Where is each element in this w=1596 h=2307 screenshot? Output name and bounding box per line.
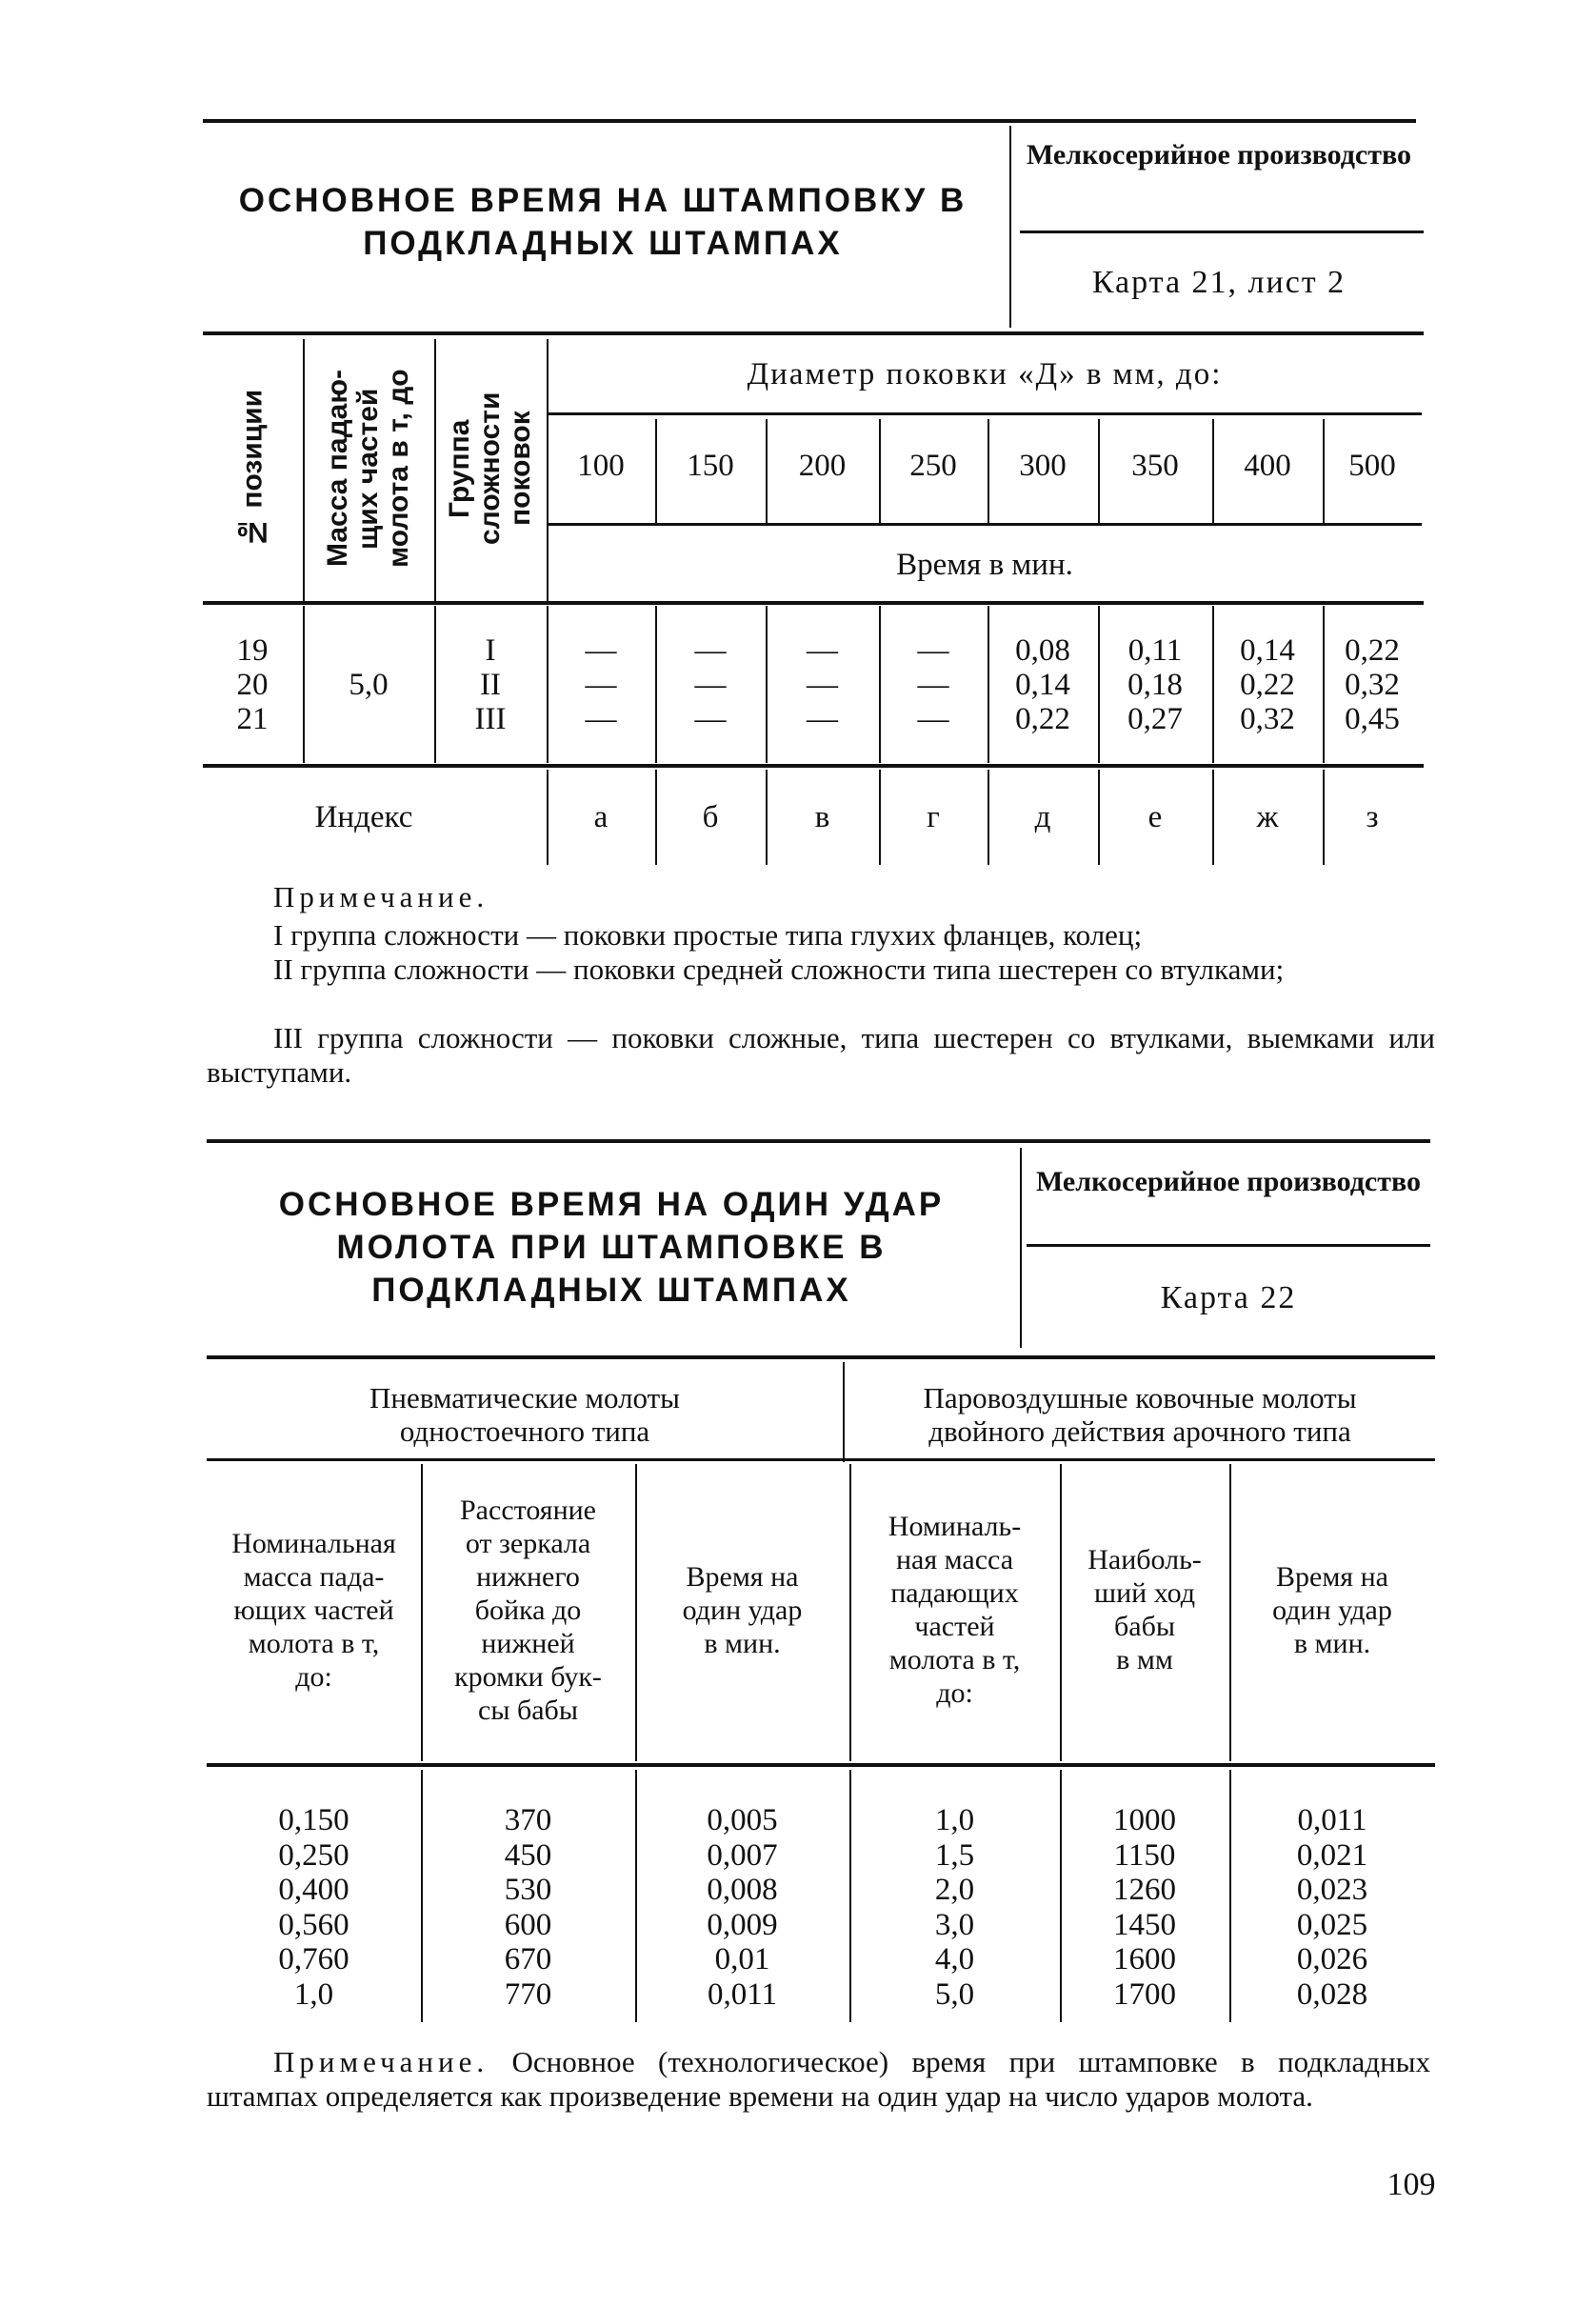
- rule: [203, 764, 1424, 768]
- index-value: ж: [1256, 800, 1279, 834]
- col-divider: [1212, 419, 1214, 524]
- card22-production: Мелкосерийное производство: [1036, 1166, 1421, 1197]
- card22-title: ОСНОВНОЕ ВРЕМЯ НА ОДИН УДАР МОЛОТА ПРИ ШТАМПОВКЕ В ПОДКЛАДНЫХ ШТАМПАХ: [278, 1186, 945, 1309]
- time-value: 0,22: [1240, 668, 1295, 702]
- position-number: 19: [236, 633, 269, 668]
- index-value: д: [1034, 800, 1051, 834]
- diameter-value: 500: [1348, 449, 1396, 483]
- table-cell: 0,021: [1296, 1837, 1368, 1873]
- table-cell: 0,400: [278, 1873, 349, 1907]
- group-right-header: Паровоздушные ковочные молоты двойного действия арочного типа: [923, 1381, 1357, 1448]
- col-divider: [849, 1770, 851, 2022]
- time-value: 0,45: [1345, 702, 1400, 736]
- diameter-value: 200: [798, 449, 847, 483]
- table2-top-rule: [207, 1355, 1435, 1359]
- time-value: 0,32: [1240, 702, 1295, 736]
- col-divider: [1098, 606, 1100, 763]
- col-divider: [655, 606, 657, 763]
- time-value: 0,14: [1015, 668, 1070, 702]
- col-divider: [1323, 770, 1325, 865]
- time-value: 0,22: [1015, 702, 1070, 736]
- table-cell: 670: [504, 1942, 552, 1976]
- diameter-value: 350: [1131, 449, 1179, 483]
- table-cell: 3,0: [934, 1907, 975, 1942]
- time-value: 0,22: [1345, 633, 1400, 668]
- table-cell: 0,025: [1296, 1907, 1368, 1942]
- table-cell: 600: [504, 1907, 552, 1942]
- position-number: 20: [236, 668, 269, 702]
- table-cell: 5,0: [934, 1976, 975, 2012]
- time-header: Время в мин.: [896, 548, 1073, 582]
- table-cell: 4,0: [934, 1942, 975, 1976]
- col-divider: [766, 419, 768, 524]
- index-value: г: [927, 800, 940, 834]
- card21-note: I группа сложности — поковки простые типа глухих фланцев, колец;: [273, 918, 1143, 952]
- complexity-group: III: [474, 702, 507, 736]
- table-cell: 1450: [1113, 1907, 1176, 1942]
- table-cell: 1,0: [293, 1976, 334, 2012]
- time-value: —: [694, 633, 727, 668]
- table-cell: 0,008: [707, 1873, 778, 1907]
- col-divider: [766, 606, 768, 763]
- col-divider: [879, 770, 881, 865]
- diameter-header: Диаметр поковки «Д» в мм, до:: [747, 357, 1223, 391]
- header-divider: [1009, 126, 1011, 328]
- card22-note: [207, 2045, 1430, 2114]
- col-divider: [879, 606, 881, 763]
- index-value: а: [593, 800, 608, 834]
- time-value: —: [694, 702, 727, 736]
- col-divider: [1323, 419, 1325, 524]
- top-rule: [203, 119, 1416, 123]
- table-cell: 0,026: [1296, 1942, 1368, 1976]
- index-label: Индекс: [314, 800, 413, 834]
- table-cell: 770: [504, 1976, 552, 2012]
- time-value: —: [917, 633, 949, 668]
- page-number: 109: [1387, 2167, 1436, 2202]
- table-cell: 1260: [1113, 1873, 1176, 1907]
- diameter-value: 400: [1244, 449, 1291, 483]
- col-divider: [1323, 606, 1325, 763]
- table-cell: 1700: [1113, 1976, 1176, 2012]
- diameter-value: 150: [687, 449, 734, 483]
- table-cell: 0,007: [707, 1837, 778, 1873]
- col-divider: [635, 1770, 637, 2022]
- header-rule: [1027, 1244, 1430, 1247]
- time-value: 0,27: [1127, 702, 1183, 736]
- index-value: е: [1147, 800, 1163, 834]
- table-cell: 1,0: [934, 1803, 975, 1837]
- col-divider: [1098, 419, 1100, 524]
- card21-note: II группа сложности — поковки средней сложности типа шестерен со втулками;: [273, 953, 1285, 986]
- diameter-value: 250: [909, 449, 957, 483]
- index-value: з: [1366, 800, 1379, 834]
- header-rule: [1020, 231, 1424, 233]
- group-left-header: Пневматические молоты одностоечного типа: [369, 1381, 681, 1448]
- table-cell: 0,011: [1297, 1803, 1367, 1837]
- complexity-group: II: [480, 668, 501, 702]
- table-cell: 0,01: [714, 1942, 770, 1976]
- time-value: 0,18: [1127, 668, 1183, 702]
- table-cell: 450: [504, 1837, 552, 1873]
- complexity-group: I: [485, 633, 496, 668]
- table-cell: 2,0: [934, 1873, 975, 1907]
- column-header: Номинальная масса пада- ющих частей молота в т, до:: [231, 1527, 396, 1693]
- col-divider: [1212, 606, 1214, 763]
- time-value: —: [585, 668, 617, 702]
- time-value: —: [917, 668, 949, 702]
- col-divider: [303, 606, 305, 763]
- table-cell: 530: [504, 1873, 552, 1907]
- col-divider: [766, 770, 768, 865]
- col-position-header: № позиции: [236, 389, 269, 549]
- column-header: Время на один удар в мин.: [682, 1560, 803, 1659]
- card21-production: Мелкосерийное производство: [1027, 139, 1411, 171]
- col-divider: [434, 606, 436, 763]
- column-header: Наиболь- ший ход бабы в мм: [1087, 1544, 1202, 1675]
- card21-note-heading: Примечание.: [273, 880, 489, 913]
- table-cell: 0,028: [1296, 1976, 1368, 2012]
- col-group-header: Группа сложности поковок: [444, 391, 536, 546]
- table-cell: 0,009: [707, 1907, 778, 1942]
- table-cell: 1000: [1113, 1803, 1176, 1837]
- card21-title: ОСНОВНОЕ ВРЕМЯ НА ШТАМПОВКУ В ПОДКЛАДНЫХ ШТАМПАХ: [238, 182, 968, 262]
- card22-top-rule: [207, 1139, 1430, 1143]
- col-divider: [1098, 770, 1100, 865]
- diameter-value: 300: [1019, 449, 1067, 483]
- column-header: Время на один удар в мин.: [1272, 1560, 1392, 1659]
- header-divider: [1020, 1148, 1022, 1348]
- table-cell: 1150: [1113, 1837, 1176, 1873]
- table-cell: 0,023: [1296, 1873, 1368, 1907]
- rule: [547, 412, 1422, 415]
- col-divider: [655, 419, 657, 524]
- col-divider: [547, 339, 549, 601]
- diameter-value: 100: [577, 449, 625, 483]
- index-value: в: [814, 800, 830, 834]
- card22-note-heading: Примечание.: [273, 2045, 489, 2078]
- card21-number: Карта 21, лист 2: [1091, 265, 1347, 300]
- column-header: Расстояние от зеркала нижнего бойка до нижней кромки бук- сы бабы: [454, 1494, 602, 1726]
- table-cell: 1,5: [934, 1837, 975, 1873]
- col-divider: [988, 606, 989, 763]
- rule: [207, 1763, 1435, 1767]
- column-header: Номиналь- ная масса падающих частей молота в т, до:: [888, 1511, 1022, 1709]
- table-cell: 0,760: [278, 1942, 349, 1976]
- time-value: —: [807, 633, 838, 668]
- time-value: —: [585, 633, 617, 668]
- col-divider: [1212, 770, 1214, 865]
- col-divider: [655, 770, 657, 865]
- time-value: —: [585, 702, 617, 736]
- index-value: б: [702, 800, 719, 834]
- rule: [203, 601, 1424, 605]
- table-cell: 1600: [1113, 1942, 1176, 1976]
- mass-value: 5,0: [349, 668, 389, 702]
- col-divider: [547, 770, 549, 865]
- col-mass-header: Масса падаю- щих частей молота в т, до: [322, 369, 414, 569]
- col-divider: [1229, 1770, 1231, 2022]
- col-divider: [1060, 1770, 1062, 2022]
- table-cell: 0,250: [278, 1837, 349, 1873]
- table-cell: 0,560: [278, 1907, 349, 1942]
- card22-number: Карта 22: [1160, 1280, 1297, 1315]
- time-value: —: [807, 668, 838, 702]
- time-value: 0,32: [1345, 668, 1400, 702]
- table-cell: 370: [504, 1803, 552, 1837]
- table-cell: 0,150: [278, 1803, 349, 1837]
- card22-note-text: Основное (технологическое) время при штамповке в подкладных штампах определяется как произведение времени на один удар на число ударов молота.: [207, 2045, 1430, 2113]
- col-divider: [988, 419, 989, 524]
- time-value: —: [694, 668, 727, 702]
- rule: [547, 523, 1422, 526]
- table1-top-rule: [203, 331, 1424, 335]
- time-value: —: [807, 702, 838, 736]
- col-divider: [421, 1770, 423, 2022]
- rule: [207, 1458, 1435, 1461]
- time-value: 0,14: [1240, 633, 1295, 668]
- position-number: 21: [236, 702, 269, 736]
- col-divider: [879, 419, 881, 524]
- card21-note: III группа сложности — поковки сложные, типа шестерен со втулками, выемками или выступами.: [207, 1021, 1435, 1089]
- table-cell: 0,011: [707, 1976, 778, 2012]
- col-divider: [547, 606, 549, 763]
- col-divider: [988, 770, 989, 865]
- time-value: —: [917, 702, 949, 736]
- time-value: 0,08: [1015, 633, 1070, 668]
- time-value: 0,11: [1127, 633, 1183, 668]
- table-cell: 0,005: [707, 1803, 778, 1837]
